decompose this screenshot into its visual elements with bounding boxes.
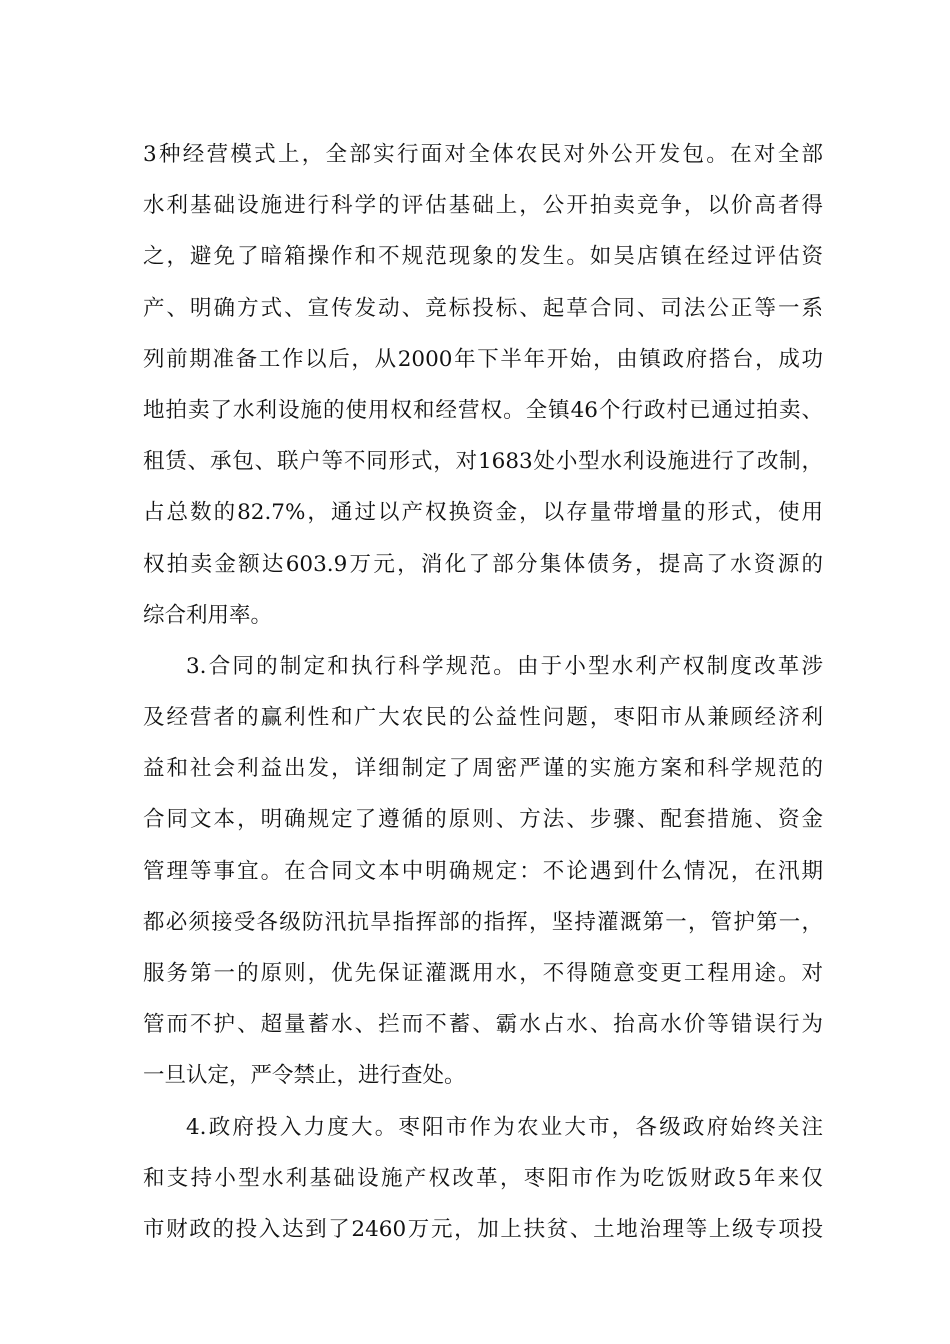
text-line: 水利基础设施进行科学的评估基础上，公开拍卖竞争，以价高者得 <box>143 193 823 219</box>
text-line: 3种经营模式上，全部实行面对全体农民对外公开发包。在对全部 <box>143 142 823 167</box>
text-line: 管而不护、超量蓄水、拦而不蓄、霸水占水、抬高水价等错误行为 <box>143 1012 823 1038</box>
text-line: 占总数的82.7%，通过以产权换资金，以存量带增量的形式，使用 <box>143 500 823 526</box>
text-line: 市财政的投入达到了2460万元，加上扶贫、土地治理等上级专项投 <box>143 1216 823 1242</box>
text-line: 和支持小型水利基础设施产权改革，枣阳市作为吃饭财政5年来仅 <box>143 1165 823 1191</box>
text-line: 列前期准备工作以后，从2000年下半年开始，由镇政府搭台，成功 <box>143 346 823 372</box>
text-line: 综合利用率。 <box>143 602 273 628</box>
paragraph-heading-3: 3.合同的制定和执行科学规范。由于小型水利产权制度改革涉 <box>186 653 823 679</box>
paragraph-heading-4: 4.政府投入力度大。枣阳市作为农业大市，各级政府始终关注 <box>186 1114 823 1140</box>
text-line: 合同文本，明确规定了遵循的原则、方法、步骤、配套措施、资金 <box>143 807 823 833</box>
text-line: 之，避免了暗箱操作和不规范现象的发生。如吴店镇在经过评估资 <box>143 244 823 270</box>
text-line: 益和社会利益出发，详细制定了周密严谨的实施方案和科学规范的 <box>143 756 823 782</box>
text-line: 都必须接受各级防汛抗旱指挥部的指挥，坚持灌溉第一，管护第一， <box>143 909 823 935</box>
text-line: 地拍卖了水利设施的使用权和经营权。全镇46个行政村已通过拍卖、 <box>143 397 823 423</box>
text-line: 权拍卖金额达603.9万元，消化了部分集体债务，提高了水资源的 <box>143 551 823 577</box>
text-line: 管理等事宜。在合同文本中明确规定：不论遇到什么情况，在汛期 <box>143 858 823 884</box>
text-line: 服务第一的原则，优先保证灌溉用水，不得随意变更工程用途。对 <box>143 961 823 986</box>
text-line: 产、明确方式、宣传发动、竞标投标、起草合同、司法公正等一系 <box>143 295 823 321</box>
body-text <box>143 129 823 1255</box>
text-line: 一旦认定，严令禁止，进行查处。 <box>143 1063 466 1089</box>
text-line: 及经营者的赢利性和广大农民的公益性问题，枣阳市从兼顾经济利 <box>143 705 823 731</box>
text-line: 租赁、承包、联户等不同形式，对1683处小型水利设施进行了改制， <box>143 449 823 475</box>
